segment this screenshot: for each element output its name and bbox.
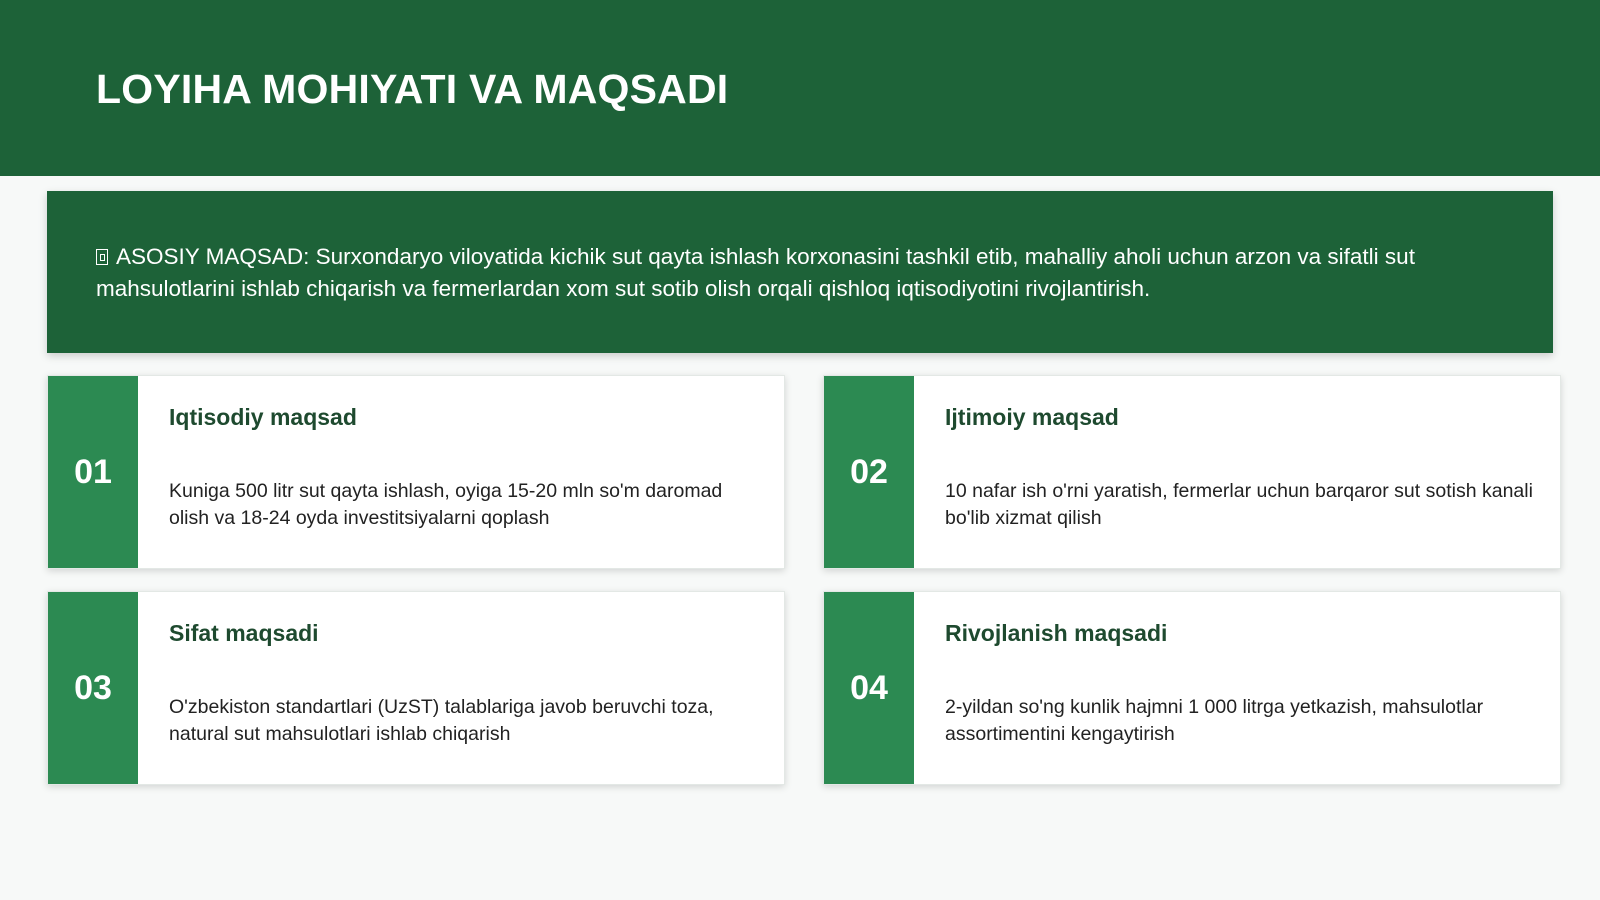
goal-number: 04 — [824, 592, 914, 784]
goal-title: Iqtisodiy maqsad — [169, 404, 357, 430]
goal-title: Sifat maqsadi — [169, 620, 319, 646]
goal-title: Rivojlanish maqsadi — [945, 620, 1168, 646]
main-goal-banner — [47, 191, 1553, 353]
goal-description: Kuniga 500 litr sut qayta ishlash, oyiga 15-20 mln so'm daromad olish va 18-24 oyda investitsiyalarni qoplash — [169, 480, 723, 529]
main-goal-paragraph — [96, 241, 1516, 305]
goal-description: O'zbekiston standartlari (UzST) talablariga javob beruvchi toza, natural sut mahsulotlari ishlab chiqarish — [169, 696, 714, 745]
header-bar — [0, 0, 1600, 176]
slide-title: LOYIHA MOHIYATI VA MAQSADI — [96, 66, 729, 112]
goal-title: Ijtimoiy maqsad — [945, 404, 1119, 430]
goal-number: 02 — [824, 376, 914, 568]
target-icon — [96, 249, 108, 265]
goal-card-development — [823, 591, 1561, 785]
goal-card-social — [823, 375, 1561, 569]
goal-number: 03 — [48, 592, 138, 784]
goal-number: 01 — [48, 376, 138, 568]
goal-description: 10 nafar ish o'rni yaratish, fermerlar uchun barqaror sut sotish kanali bo'lib xizmat qilish — [945, 480, 1533, 529]
goal-card-quality — [47, 591, 785, 785]
goal-card-economic — [47, 375, 785, 569]
main-goal-text: ASOSIY MAQSAD: Surxondaryo viloyatida kichik sut qayta ishlash korxonasini tashkil etib, mahalliy aholi uchun arzon va sifatli sut mahsulotlarini ishlab chiqarish va fermerlardan xom sut sotib olish orqali qishloq iqtisodiyotini rivojlantirish. — [96, 244, 1415, 301]
goal-description: 2-yildan so'ng kunlik hajmni 1 000 litrga yetkazish, mahsulotlar assortimentini kengaytirish — [945, 696, 1484, 745]
